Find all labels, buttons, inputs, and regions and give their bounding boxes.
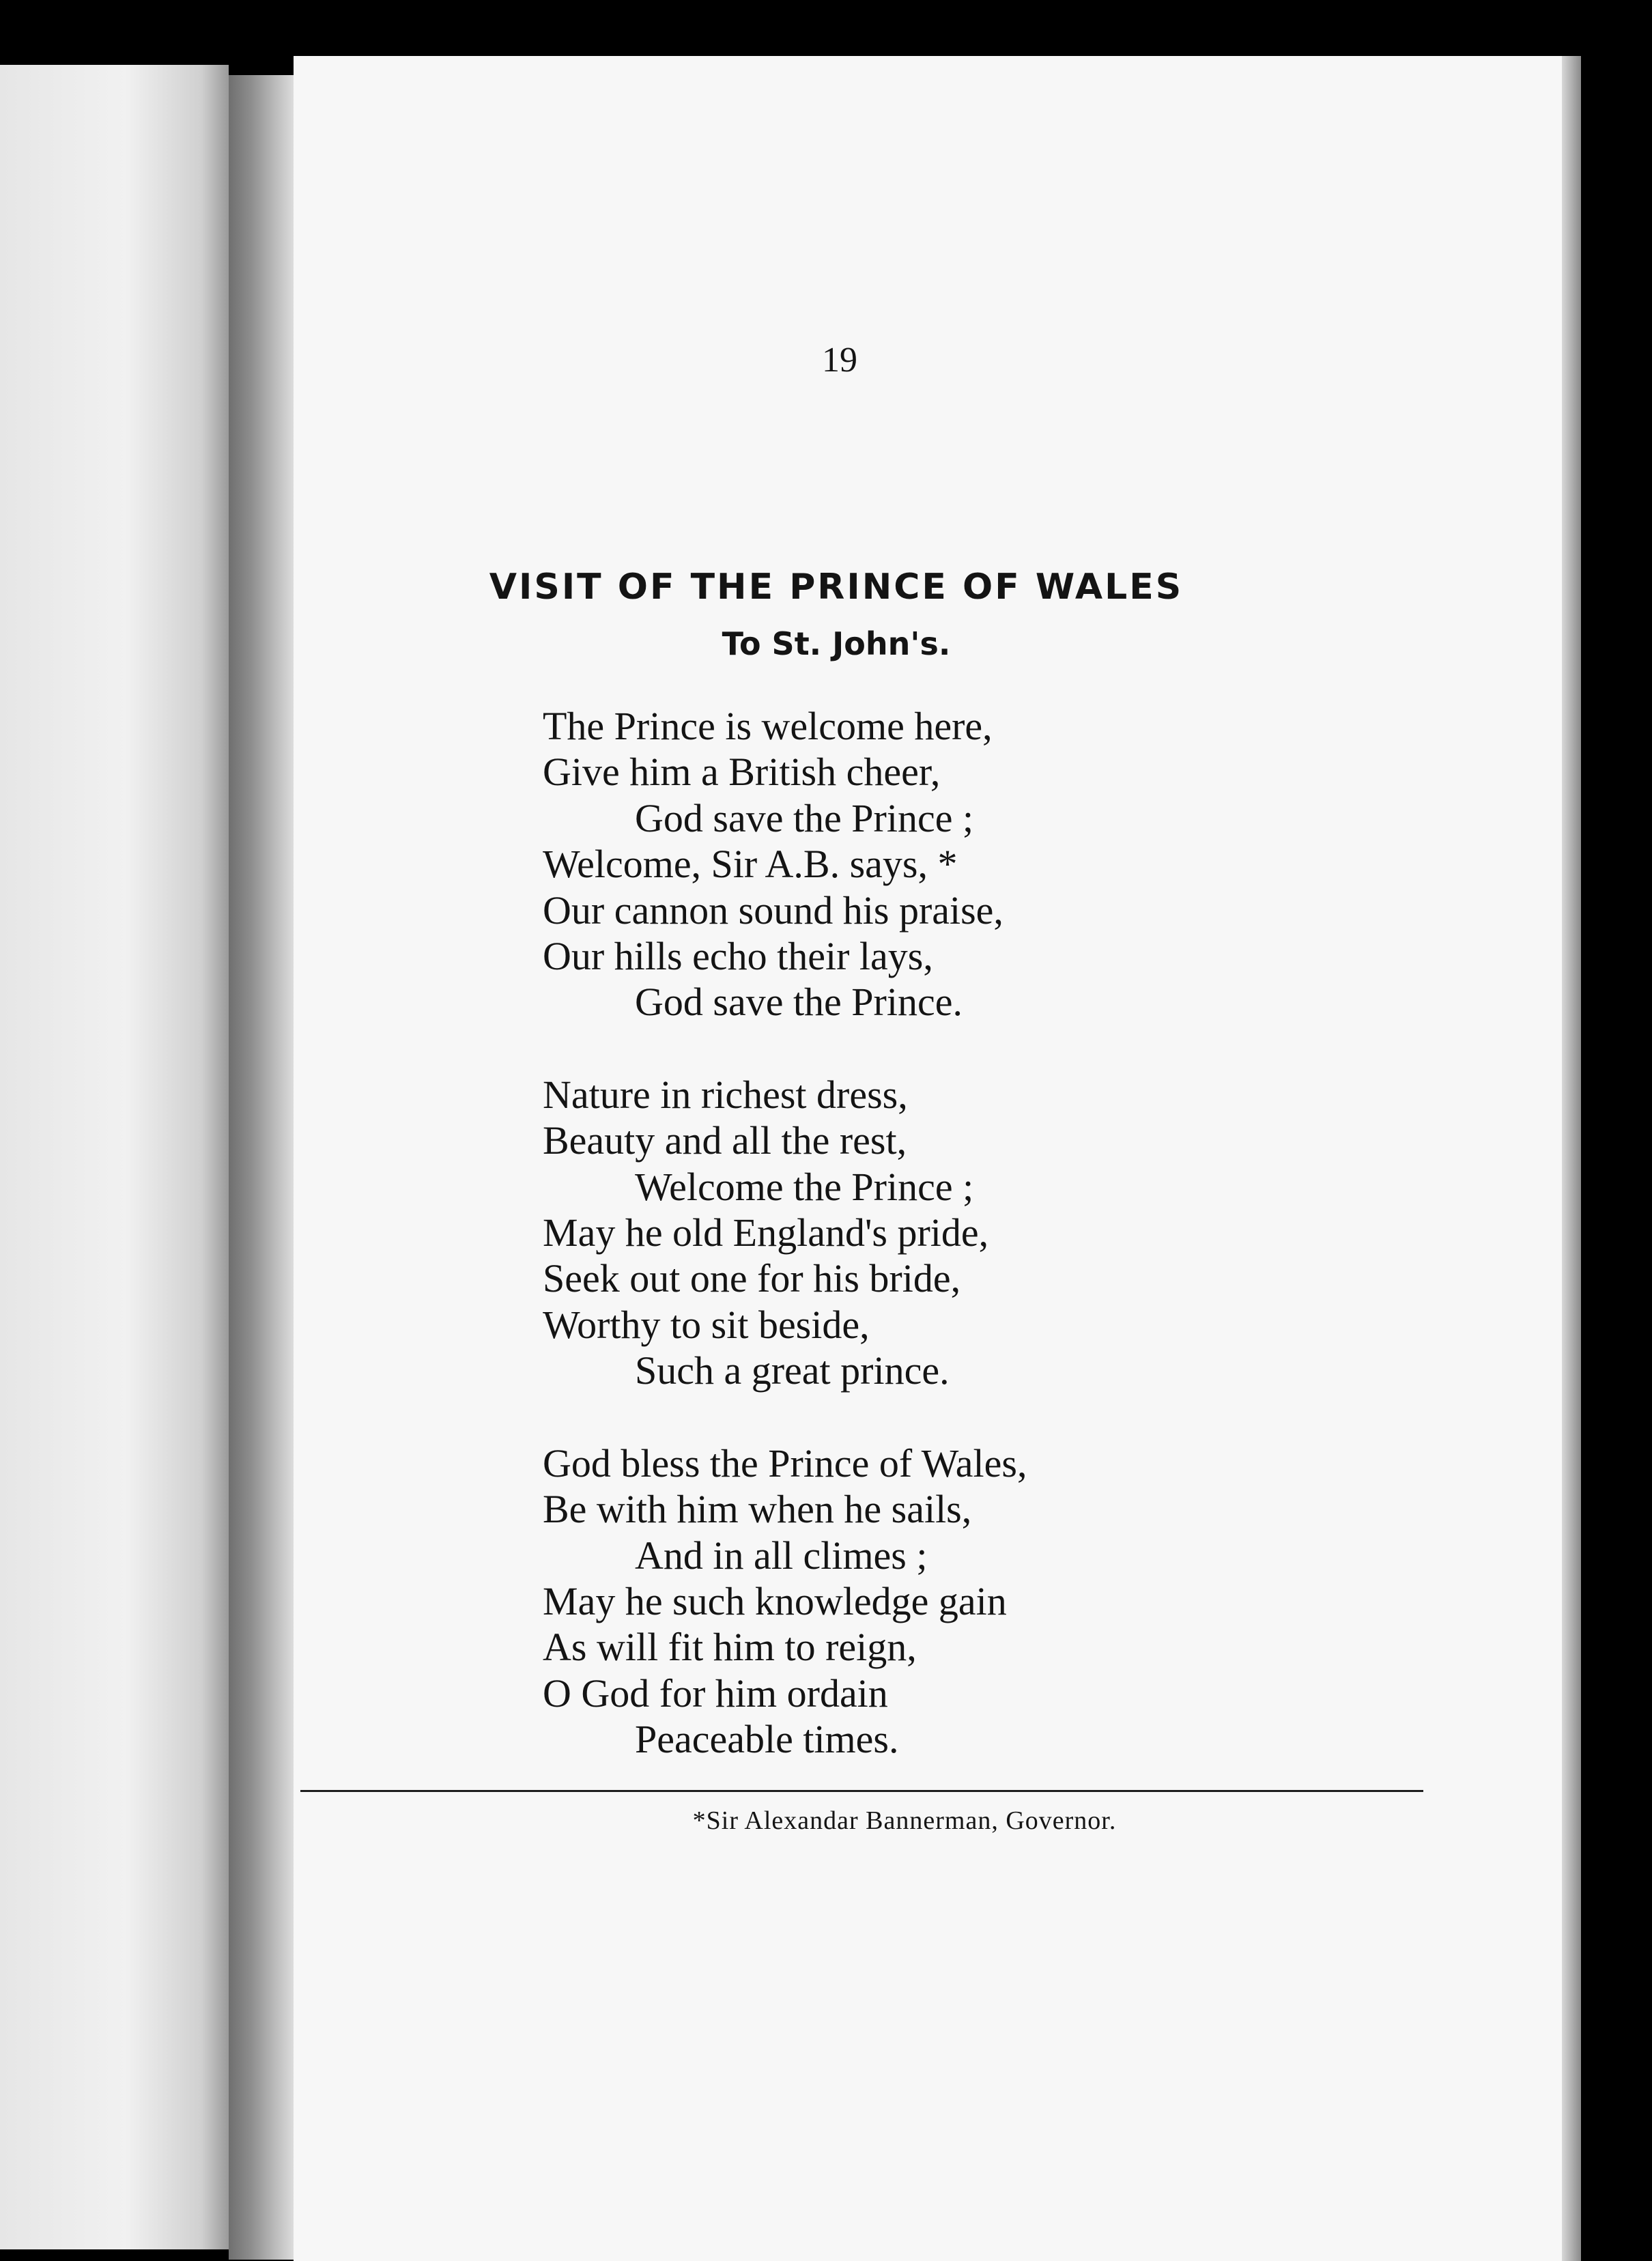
poem-line: God bless the Prince of Wales, xyxy=(543,1440,1027,1485)
poem-line: O God for him ordain xyxy=(543,1670,888,1716)
poem-line: As will fit him to reign, xyxy=(543,1625,917,1670)
poem-line: Seek out one for his bride, xyxy=(543,1256,961,1301)
poem-subtitle: To St. John's. xyxy=(722,625,951,662)
poem-line: Our cannon sound his praise, xyxy=(543,887,1003,933)
poem-line: May he such knowledge gain xyxy=(543,1578,1007,1623)
poem-line: And in all climes ; xyxy=(635,1533,928,1578)
stanza-1 xyxy=(543,703,1430,1025)
poem-line: Be with him when he sails, xyxy=(543,1487,972,1532)
poem-line: May he old England's pride, xyxy=(543,1210,989,1255)
poem-body xyxy=(543,703,1430,1809)
footnote: *Sir Alexandar Bannerman, Governor. xyxy=(692,1806,1117,1835)
left-page xyxy=(0,65,229,2249)
stanza-2 xyxy=(543,1072,1430,1394)
stanza-3 xyxy=(543,1440,1430,1763)
poem-title: VISIT OF THE PRINCE OF WALES xyxy=(489,567,1184,608)
poem-line: Welcome, Sir A.B. says, * xyxy=(543,842,958,887)
poem-line: God save the Prince. xyxy=(635,980,963,1025)
poem-line: Our hills echo their lays, xyxy=(543,934,933,979)
poem-line: Worthy to sit beside, xyxy=(543,1302,870,1347)
poem-line: God save the Prince ; xyxy=(635,795,974,840)
page-number: 19 xyxy=(822,341,857,380)
poem-line: Such a great prince. xyxy=(635,1348,950,1393)
book-gutter xyxy=(229,75,294,2260)
poem-line: Welcome the Prince ; xyxy=(635,1164,974,1209)
footnote-divider xyxy=(300,1790,1423,1792)
poem-line: The Prince is welcome here, xyxy=(543,704,993,748)
poem-line: Beauty and all the rest, xyxy=(543,1118,907,1163)
page-edge xyxy=(1562,56,1581,2261)
poem-line: Nature in richest dress, xyxy=(543,1072,908,1117)
poem-line: Peaceable times. xyxy=(635,1717,899,1762)
poem-line: Give him a British cheer, xyxy=(543,750,941,795)
